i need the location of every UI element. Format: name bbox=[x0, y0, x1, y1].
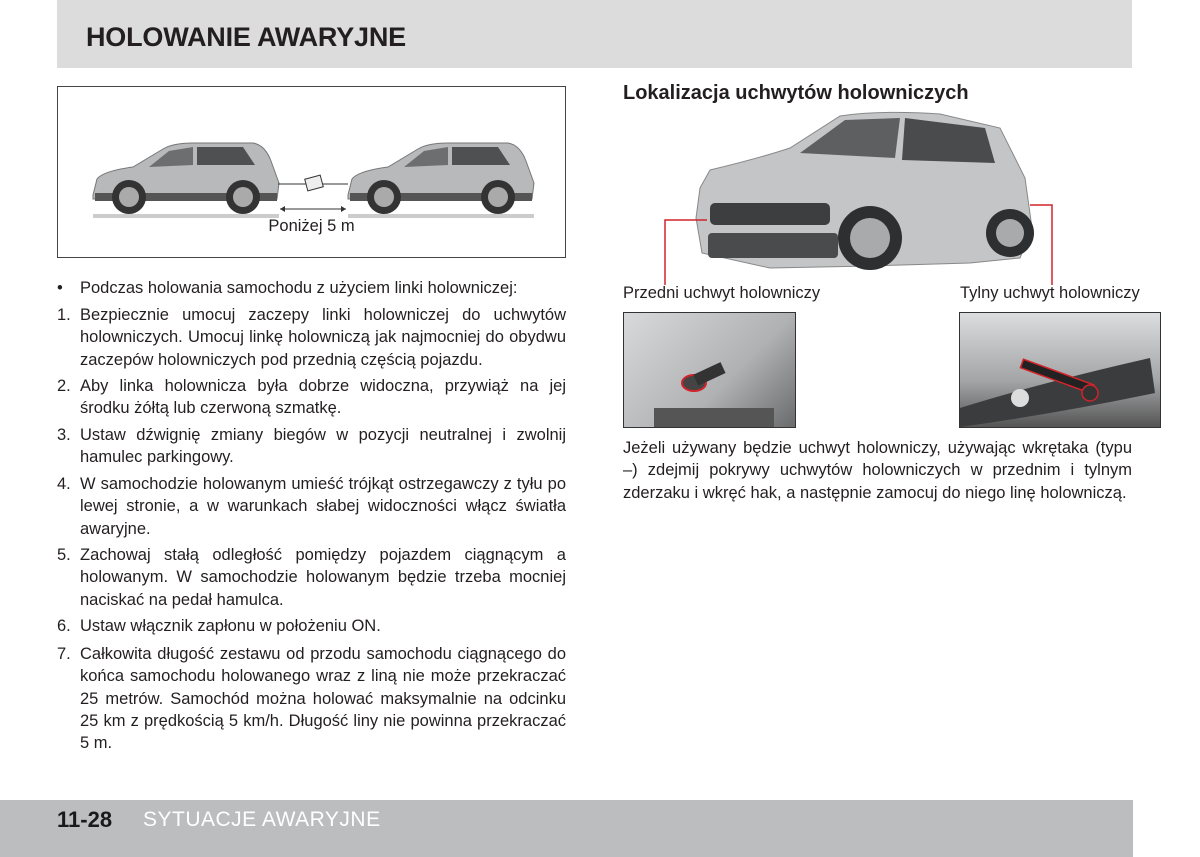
page-header bbox=[57, 0, 1132, 68]
bullet: • bbox=[57, 279, 63, 297]
list-item bbox=[57, 375, 566, 420]
distance-caption: Poniżej 5 m bbox=[268, 217, 355, 235]
front-hook-label: Przedni uchwyt holowniczy bbox=[623, 284, 821, 302]
item-text: Podczas holowania samochodu z użyciem linki holowniczej: bbox=[80, 279, 518, 297]
item-number: 5. bbox=[57, 546, 71, 564]
item-text: W samochodzie holowanym umieść trójkąt ostrzegawczy z tyłu po lewej stronie, a w warunkach słabej widoczności włącz światła awaryjne. bbox=[80, 475, 566, 538]
list-item bbox=[57, 424, 566, 469]
page-footer bbox=[0, 800, 1133, 857]
tow-hook-description: Jeżeli używany będzie uchwyt holowniczy, używając wkrętaka (typu –) zdejmij pokrywy uchwytów holowniczych w przednim i tylnym zderzaku i wkręć hak, a następnie zamocuj do niego linę holowniczą. bbox=[623, 439, 1132, 502]
list-item bbox=[57, 304, 566, 371]
list-item bbox=[57, 277, 566, 299]
list-item bbox=[57, 643, 566, 754]
rear-hook-label: Tylny uchwyt holowniczy bbox=[960, 284, 1140, 302]
item-text: Ustaw dźwignię zmiany biegów w pozycji neutralnej i zwolnij hamulec parkingowy. bbox=[80, 426, 566, 467]
item-text: Ustaw włącznik zapłonu w położeniu ON. bbox=[80, 617, 381, 635]
car-front-view-image bbox=[640, 108, 1080, 288]
item-text: Całkowita długość zestawu od przodu samochodu ciągnącego do końca samochodu holowanego wraz z liną nie może przekraczać 25 metrów. Samochód można holować maksymalnie na odcinku 25 km z prędkością 5 km/h. Długość liny nie powinna przekraczać 5 m. bbox=[80, 645, 566, 753]
item-text: Bezpiecznie umocuj zaczepy linki holowniczej do uchwytów holowniczych. Umocuj linkę holowniczą jak najmocniej do obydwu zaczepów holowniczych pod przednią częścią pojazdu. bbox=[80, 306, 566, 369]
rear-hook-photo bbox=[959, 312, 1161, 428]
item-text: Aby linka holownicza była dobrze widoczna, przywiąż na jej środku żółtą lub czerwoną szmatkę. bbox=[80, 377, 566, 418]
item-text: Zachowaj stałą odległość pomiędzy pojazdem ciągnącym a holowanym. W samochodzie holowanym będzie trzeba mocniej naciskać na pedał hamulca. bbox=[80, 546, 566, 609]
item-number: 1. bbox=[57, 306, 71, 324]
front-hook-photo bbox=[623, 312, 796, 428]
list-item bbox=[57, 615, 566, 637]
list-item bbox=[57, 544, 566, 611]
section-heading: Lokalizacja uchwytów holowniczych bbox=[623, 82, 969, 104]
item-number: 2. bbox=[57, 377, 71, 395]
towing-illustration bbox=[57, 86, 566, 258]
item-number: 7. bbox=[57, 645, 71, 663]
item-number: 3. bbox=[57, 426, 71, 444]
chapter-title: SYTUACJE AWARYJNE bbox=[143, 808, 381, 831]
page-number: 11-28 bbox=[57, 807, 113, 832]
list-item bbox=[57, 473, 566, 540]
item-number: 6. bbox=[57, 617, 71, 635]
page-title: HOLOWANIE AWARYJNE bbox=[86, 22, 406, 52]
item-number: 4. bbox=[57, 475, 71, 493]
